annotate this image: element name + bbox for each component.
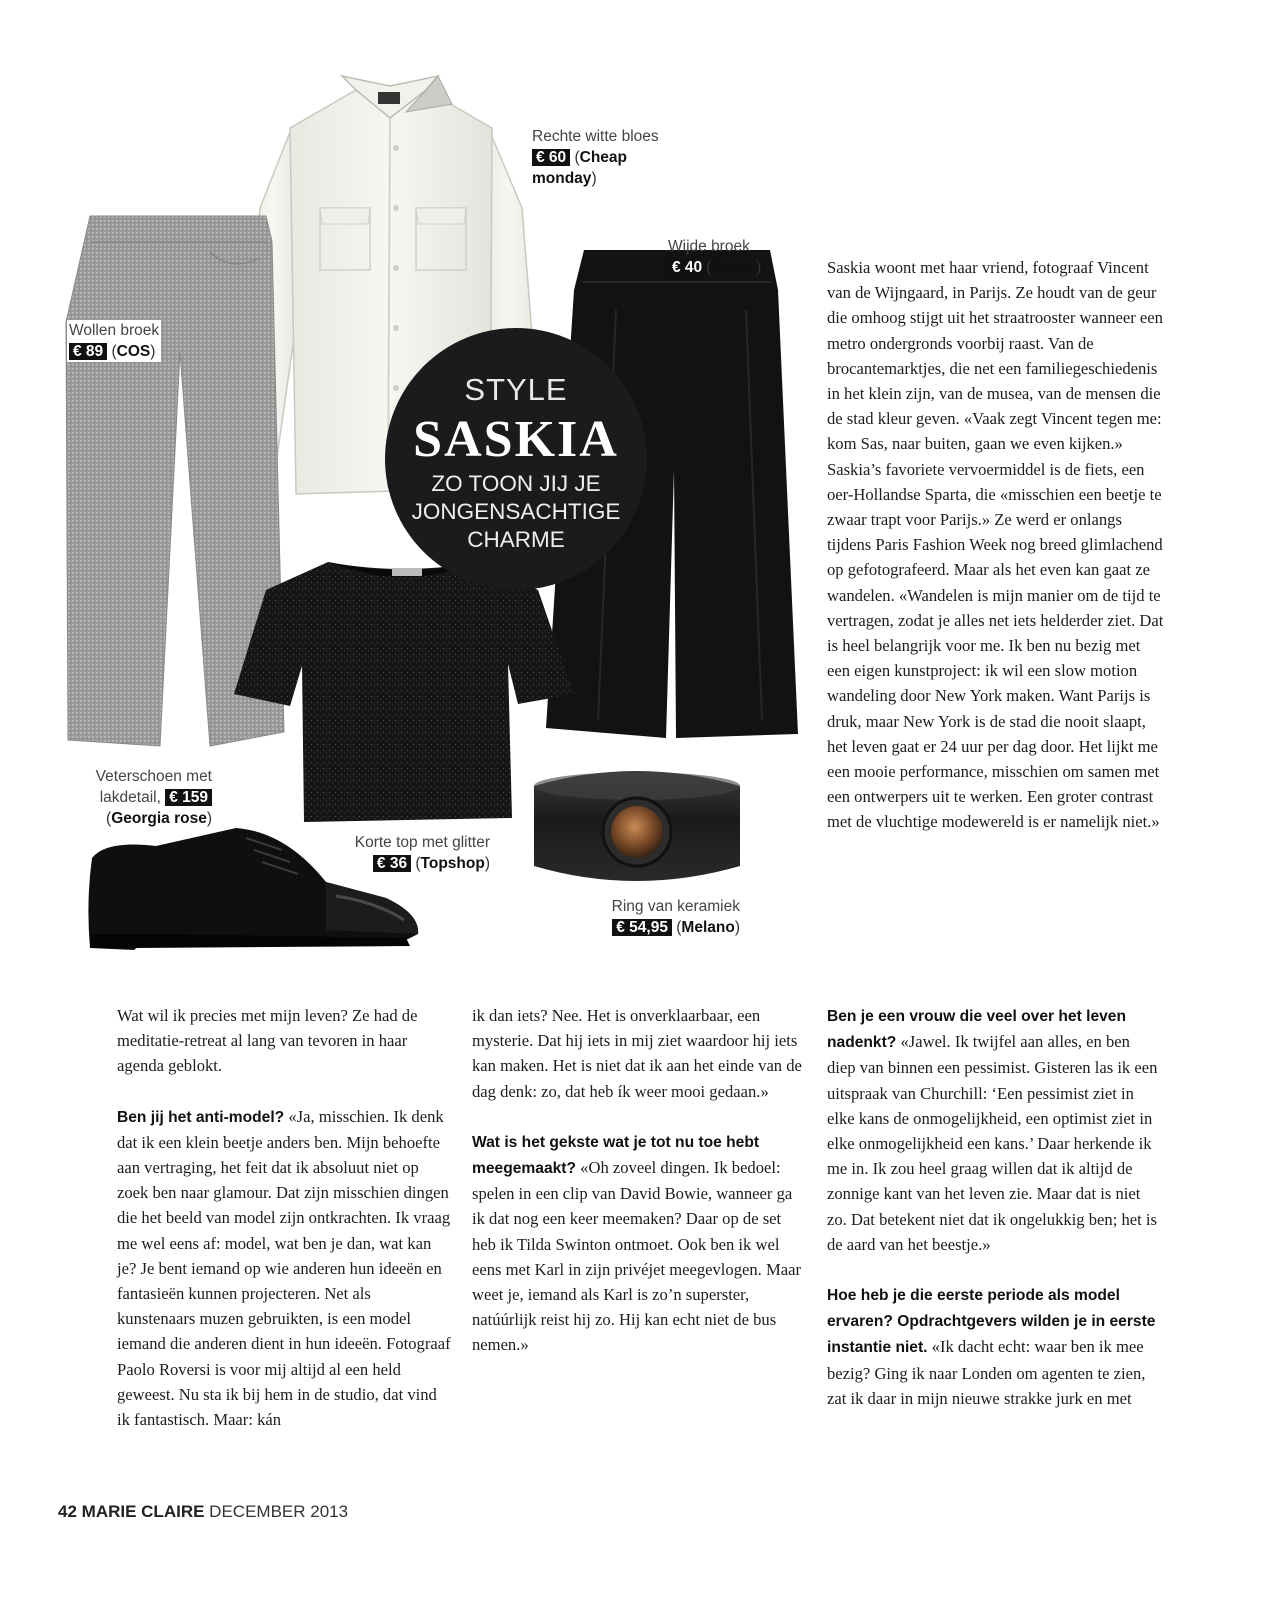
text-column-3: [827, 1003, 1161, 1411]
circle-subtitle-line2: JONGENSACHTIGE: [411, 499, 621, 524]
wool-pants-brand: COS: [116, 343, 151, 360]
top-price: € 36: [373, 855, 411, 872]
top-name: Korte top met glitter: [354, 834, 490, 851]
col1-paragraph-1: Wat wil ik precies met mijn leven? Ze had de meditatie-retreat al lang van tevoren in haar agenda geblokt.: [117, 1006, 418, 1076]
blouse-brand-close: ): [591, 170, 597, 187]
ring-caption: [560, 896, 740, 938]
col3-paragraph-1: [827, 1003, 1161, 1257]
blouse-caption: [532, 126, 659, 189]
shoes-price: € 159: [165, 789, 212, 806]
page-number: 42: [58, 1502, 77, 1521]
blouse-brand-paren: (: [570, 149, 580, 166]
answer-1: «Ja, misschien. Ik denk dat ik een klein beetje anders ben. Mijn behoefte aan vertraging, het feit dat ik absoluut niet op zoek ben naar glamour. Dat zijn misschien dingen die het beeld van model zijn ontkrachten. Ik vraag me wel eens af: model, wat ben je dan, wat kan je? Je bent iemand op wie anderen hun ideeën en fantasieën kunnen projecteren. Net als kunstenaars muzen gebruikten, is een model iemand die anderen dient in hun ideeën. Fotograaf Paolo Roversi is voor mij altijd al een held geweest. Nu sta ik bij hem in de studio, dat vind ik fantastisch. Maar: kán: [117, 1106, 451, 1430]
ring-brand: Melano: [681, 919, 735, 936]
glitter-top-image: [232, 556, 576, 824]
wool-pants-paren: (: [107, 343, 117, 360]
top-paren: (: [411, 855, 421, 872]
wide-pants-open: (: [706, 259, 712, 276]
intro-column: [827, 255, 1167, 835]
blouse-brand: Cheap: [579, 149, 628, 166]
intro-paragraph: Saskia woont met haar vriend, fotograaf Vincent van de Wijngaard, in Parijs. Ze houdt van de geur die omhoog stijgt uit het straatrooster wanneer een metro ondergronds voorbij raast. Van de brocantemarktjes, die net een familiegeschiedenis in het klein zijn, van de musea, van de mensen die de stad kleur geven. «Vaak zegt Vincent tegen me: kom Sas, naar buiten, gaan we even kijken.» Saskia’s favoriete vervoermiddel is de fiets, een oer-Hollandse Sparta, die «misschien een beetje te zwaar trapt voor Parijs.» Ze werd er onlangs tijdens Paris Fashion Week nog breed glimlachend op gefotografeerd. Maar als het even kan gaat ze wandelen. «Wandelen is mijn manier om de tijd te vertragen, zodat je alles net iets helderder ziet. Dat is heel belangrijk voor me. Ik ben nu bezig met een eigen kunstproject: ik wil een slow motion wandeling door New York maken. Want Parijs is druk, maar New York is de stad die nooit slaapt, het leven gaat er 24 uur per dag door. Het lijkt me een mooie performance, misschien om samen met een ontwerpers uit te werken. Een groter contrast met de vluchtige modewereld is er namelijk niet.»: [827, 258, 1164, 832]
top-brand: Topshop: [420, 855, 485, 872]
col3-paragraph-2: [827, 1282, 1161, 1411]
circle-kicker: STYLE: [464, 372, 568, 407]
top-close: ): [484, 855, 490, 872]
blouse-brand-line2: monday: [532, 170, 592, 187]
col2-paragraph-1: ik dan iets? Nee. Het is onverklaarbaar, een mysterie. Dat hij iets in mij ziet waardoor hij iets kan maken. Het is niet dat ik aan het einde van de dag denk: zo, dat heb ík weer mooi gedaan.»: [472, 1006, 802, 1101]
question-4: Hoe heb je die eerste periode als model ervaren? Opdrachtgevers wilden je in eerste instantie niet.: [827, 1287, 1156, 1357]
wool-pants-name: Wollen broek: [69, 322, 160, 339]
wide-pants-caption: [668, 236, 761, 278]
wool-pants-price: € 89: [69, 343, 107, 360]
shoes-name-line1: Veterschoen met: [95, 768, 212, 785]
issue-date: DECEMBER 2013: [209, 1502, 349, 1521]
circle-subtitle-line3: CHARME: [467, 527, 565, 552]
wide-pants-close: ): [756, 259, 762, 276]
answer-4: «Ik dacht echt: waar ben ik mee bezig? Ging ik naar Londen om agenten te zien, zat ik daar in mijn nieuwe strakke jurk en met: [827, 1337, 1146, 1408]
page-footer: [58, 1502, 348, 1522]
shoes-caption: [60, 766, 212, 829]
shoes-name-line2: lakdetail,: [99, 789, 166, 806]
text-column-1: [117, 1003, 451, 1432]
ring-paren: (: [671, 919, 682, 936]
wool-pants-caption: [67, 320, 161, 362]
circle-subtitle-line1: ZO TOON JIJ JE: [431, 471, 601, 496]
shoes-brand: Georgia rose: [111, 810, 207, 827]
wide-pants-brand: Monki: [711, 259, 757, 276]
question-3: Ben je een vrouw die veel over het leven nadenkt?: [827, 1008, 1126, 1052]
col2-paragraph-2: [472, 1129, 802, 1358]
blouse-price: € 60: [532, 149, 570, 166]
ring-name: Ring van keramiek: [611, 898, 740, 915]
question-2: Wat is het gekste wat je tot nu toe hebt meegemaakt?: [472, 1133, 760, 1178]
top-caption: [320, 832, 490, 874]
title-circle: [385, 328, 647, 590]
ring-close: ): [734, 919, 740, 936]
answer-2: «Oh zoveel dingen. Ik bedoel: spelen in een clip van David Bowie, wanneer ga ik dat nog een keer meemaken? Daar op de set heb ik Tilda Swinton ontmoet. Ook ben ik wel eens met Karl in zijn privéjet meegevlogen. Maar weet je, iemand als Karl is zo’n superster, natúúrlijk reist hij zo. Hij kan echt niet de bus nemen.»: [472, 1158, 801, 1355]
circle-title: SASKIA: [413, 411, 619, 468]
wool-pants-close: ): [150, 343, 156, 360]
wide-pants-name: Wijde broek: [668, 238, 750, 255]
ring-price: € 54,95: [612, 919, 672, 936]
col1-paragraph-2: [117, 1104, 451, 1433]
question-1: Ben jij het anti-model?: [117, 1108, 285, 1126]
shoes-close: ): [206, 810, 212, 827]
text-column-2: [472, 1003, 802, 1358]
ring-image: [526, 762, 748, 890]
blouse-name: Rechte witte bloes: [532, 128, 659, 145]
circle-subtitle: [385, 470, 647, 554]
wide-pants-price: € 40: [668, 259, 706, 276]
shoes-paren: (: [106, 810, 112, 827]
magazine-name: MARIE CLAIRE: [81, 1502, 205, 1521]
answer-3: «Jawel. Ik twijfel aan alles, en ben diep van binnen een pessimist. Gisteren las ik een uitspraak van Churchill: ‘Een pessimist ziet in elke kans de onmogelijkheid, een optimist ziet in elke onmogelijkheid een kans.’ Daar herkende ik me in. Ik zou heel graag willen dat ik altijd de zonnige kant van het leven zie. Maar dat is niet zo. Dat betekent niet dat ik ongelukkig ben; het is de aard van het beestje.»: [827, 1032, 1158, 1254]
